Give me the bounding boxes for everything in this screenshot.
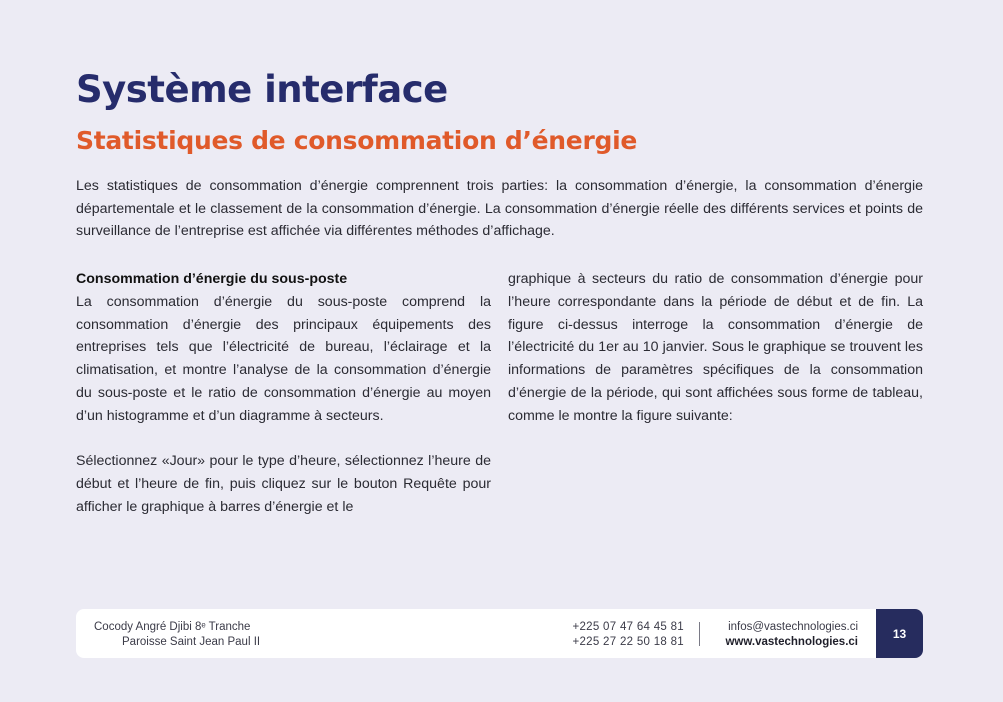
intro-paragraph: Les statistiques de consommation d’énergie comprennent trois parties: la consommation d’énergie, la consommation d’énergie départementale et le classement de la consommation d’énergie. La consommation d’énergie réelle des différents services et points de surveillance de l’entreprise est affichée via différentes méthodes d’affichage. bbox=[76, 178, 923, 239]
phone-number-1: +225 07 47 64 45 81 bbox=[572, 621, 684, 633]
left-column bbox=[76, 268, 491, 519]
phone-number-2: +225 27 22 50 18 81 bbox=[572, 636, 684, 648]
paragraph-gap bbox=[76, 428, 491, 451]
left-paragraph-1: La consommation d’énergie du sous-poste comprend la consommation d’énergie des principaux équipements des entreprises tels que l’électricité de bureau, l’éclairage et la climatisation, et montre l’analyse de la consommation d’énergie du sous-poste et le ratio de consommation d’énergie au moyen d’un histogramme et d’un diagramme à secteurs. bbox=[76, 293, 491, 424]
right-paragraph: graphique à secteurs du ratio de consommation d’énergie pour l’heure correspondante dans la période de début et de fin. La figure ci-dessus interroge la consommation d’énergie de l’électricité du 1er au 10 janvier. Sous le graphique se trouvent les informations de paramètres spécifiques de la consommation d’énergie de la période, qui sont affichées sous forme de tableau, comme le montre la figure suivante: bbox=[508, 271, 923, 424]
footer-website: www.vastechnologies.ci bbox=[725, 636, 858, 648]
page-footer bbox=[76, 609, 923, 658]
footer-contact bbox=[725, 620, 858, 650]
section-heading: Consommation d’énergie du sous-poste bbox=[76, 271, 348, 287]
section-subtitle: Statistiques de consommation d’énergie bbox=[76, 126, 638, 155]
address-line-1: Cocody Angré Djibi 8ᵉ Tranche bbox=[94, 621, 251, 633]
page-title: Système interface bbox=[76, 68, 448, 111]
left-paragraph-2: Sélectionnez «Jour» pour le type d’heure, sélectionnez l’heure de début et l’heure de fin, puis cliquez sur le bouton Requête pour afficher le graphique à barres d’énergie et le bbox=[76, 453, 491, 515]
address-line-2: Paroisse Saint Jean Paul II bbox=[122, 636, 261, 648]
right-column bbox=[508, 268, 923, 428]
footer-phones bbox=[572, 620, 684, 650]
page-number: 13 bbox=[876, 609, 923, 658]
footer-divider bbox=[699, 622, 700, 646]
footer-email: infos@vastechnologies.ci bbox=[728, 621, 858, 633]
footer-address bbox=[94, 620, 260, 650]
